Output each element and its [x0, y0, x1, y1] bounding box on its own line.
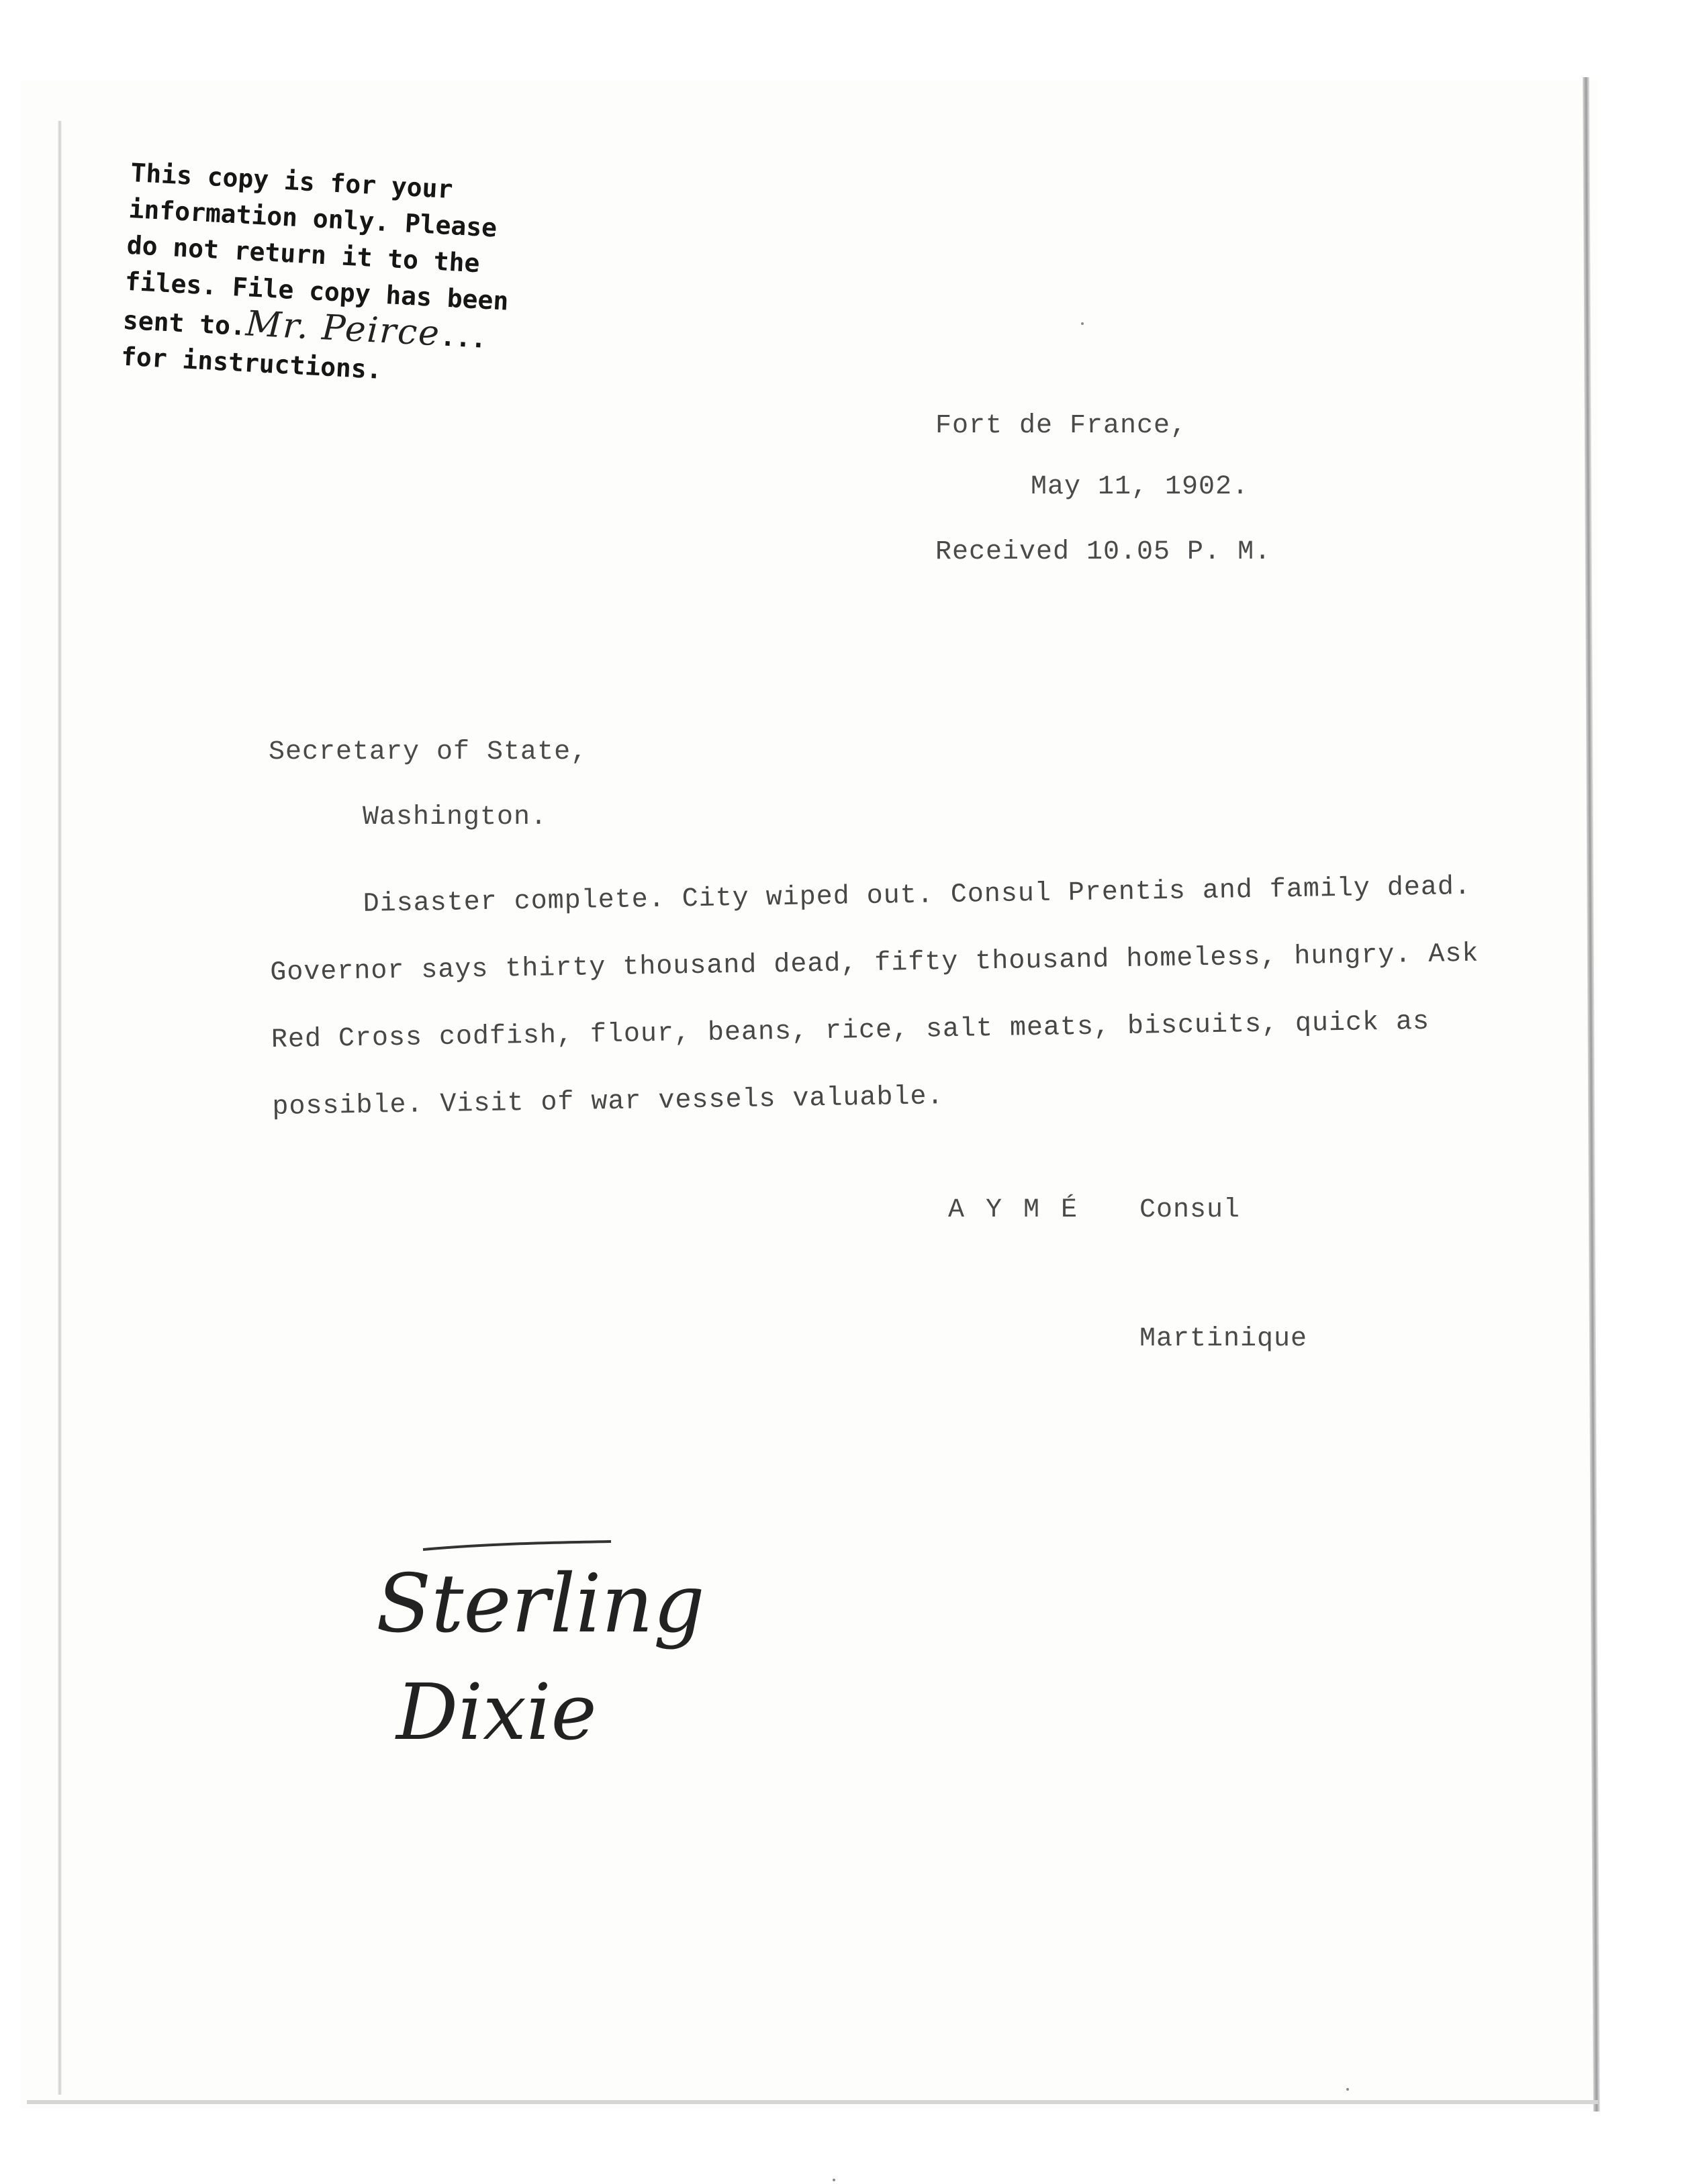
sender-title: Consul	[1139, 1195, 1241, 1225]
information-copy-stamp	[120, 154, 614, 399]
message-text: Disaster complete. City wiped out. Consul Prentis and family dead. Governor says thirty thousand dead, fifty thousand homeless, hungry. Ask Red Cross codfish, flour, beans, rice, salt meats, biscuits, quick as possible. Visit of war vessels valuable.	[269, 871, 1479, 1123]
stamp-sent-to-prefix: sent to.	[122, 305, 247, 342]
sheet-left-edge	[58, 121, 62, 2095]
addressee-line-2: Washington.	[363, 802, 548, 833]
stamp-line-1: This copy is for your	[130, 157, 454, 205]
sender-location: Martinique	[1139, 1324, 1308, 1354]
message-body	[269, 853, 1522, 1141]
stamp-recipient-handwritten: Mr. Peirce	[244, 303, 442, 354]
annotation-word-1: Sterling	[376, 1558, 705, 1651]
annotation-overline	[423, 1541, 611, 1550]
addressee-line-1: Secretary of State,	[269, 737, 588, 767]
header-place: Fort de France,	[935, 411, 1188, 441]
paper-speck	[1081, 322, 1084, 325]
stamp-line-2: information only. Please	[128, 193, 498, 243]
header-received-time: Received 10.05 P. M.	[935, 537, 1272, 567]
handwritten-annotation	[349, 1537, 752, 1779]
stamp-sent-to-suffix: ...	[439, 322, 487, 354]
stamp-line-4: files. File copy has been	[124, 266, 510, 316]
sheet-bottom-edge	[27, 2100, 1598, 2104]
stamp-line-6: for instructions.	[120, 341, 383, 385]
header-date: May 11, 1902.	[1031, 472, 1250, 502]
annotation-word-2: Dixie	[396, 1668, 597, 1758]
paper-speck	[833, 2179, 835, 2181]
paper-speck	[1346, 2088, 1349, 2091]
message-indent	[269, 911, 363, 912]
stamp-line-3: do not return it to the	[126, 230, 481, 279]
sender-name: A Y M É	[948, 1195, 1080, 1225]
